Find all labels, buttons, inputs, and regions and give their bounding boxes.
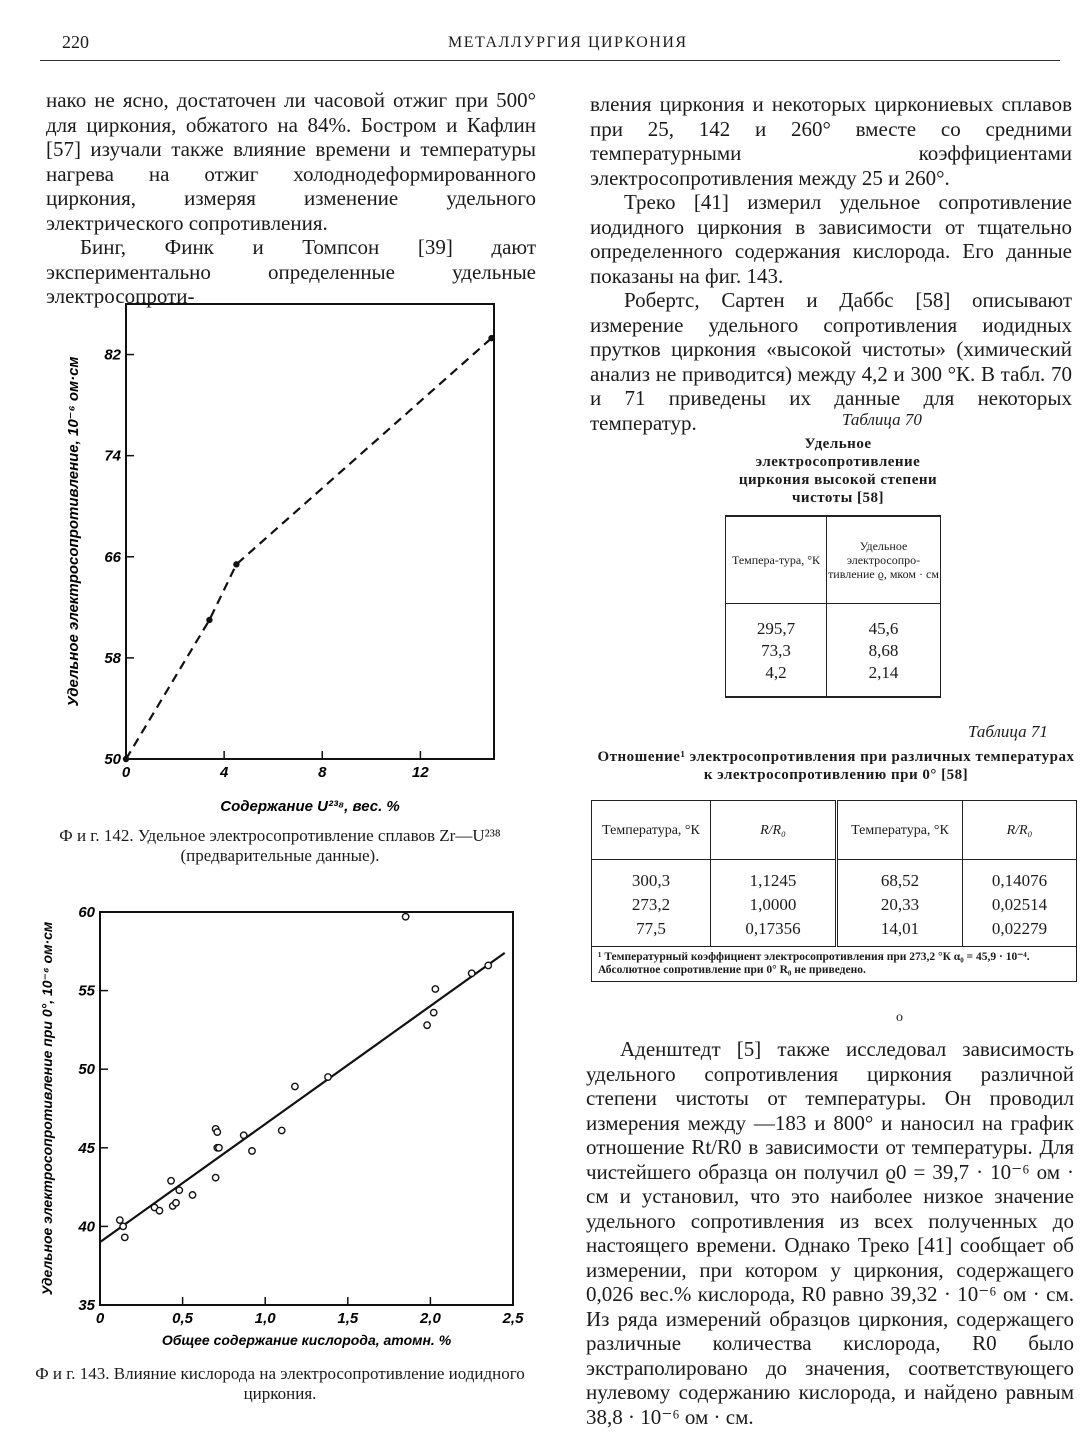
- data-point: [488, 335, 494, 341]
- plot-frame: [126, 304, 494, 759]
- figure-142-caption: Ф и г. 142. Удельное электросопротивление сплавов Zr—U²³⁸ (предварительные данные).: [59, 826, 501, 865]
- data-point: [156, 1207, 162, 1213]
- table-cell: 0,17356: [711, 917, 837, 947]
- table-cell: 0,14076: [963, 860, 1077, 894]
- table-70-title: Удельное электросопротивление циркония высокой степени чистоты [58]: [738, 436, 938, 506]
- x-tick-label: 0: [95, 1310, 105, 1327]
- paragraph: Бинг, Финк и Томпсон [39] дают экспериментально определенные удельные электросопроти-: [46, 235, 536, 308]
- data-point: [206, 617, 212, 623]
- table-cell: 300,3: [592, 860, 711, 894]
- y-axis-label: Удельное электросопротивление при 0°, 10⁻⁶ ом·см: [39, 921, 55, 1296]
- data-point: [431, 1009, 437, 1015]
- paragraph: Треко [41] измерил удельное сопротивление иодидного циркония в зависимости от тщательно определенного содержания кислорода. Его данные показаны на фиг. 143.: [590, 190, 1072, 288]
- x-tick-label: 1,0: [254, 1310, 276, 1327]
- right-column-text: [590, 92, 1072, 435]
- data-point: [123, 756, 129, 762]
- table-cell: 0,02279: [963, 917, 1077, 947]
- table-71-label: Таблица 71: [968, 722, 1048, 741]
- figure-142-chart: [60, 290, 520, 820]
- x-tick-label: 0,5: [172, 1310, 194, 1327]
- y-tick-label: 35: [78, 1297, 95, 1314]
- running-title: МЕТАЛЛУРГИЯ ЦИРКОНИЯ: [448, 34, 688, 51]
- data-point: [402, 914, 408, 920]
- data-point: [189, 1192, 195, 1198]
- x-axis-label: Общее содержание кислорода, атомн. %: [161, 1332, 452, 1348]
- data-point: [469, 970, 475, 976]
- table-cell: 20,33: [837, 893, 963, 917]
- table-row: [726, 604, 941, 641]
- table-row: [592, 860, 1077, 894]
- stray-mark: о: [896, 1010, 903, 1025]
- table-header-cell: Удельное электросопро-тивление ϱ, мком · см: [827, 516, 941, 604]
- data-point: [212, 1174, 218, 1180]
- data-point: [292, 1083, 298, 1089]
- data-point: [120, 1223, 126, 1229]
- table-cell: 8,68: [827, 640, 941, 662]
- table-header-cell: Температура, °К: [837, 801, 963, 860]
- y-axis-label: Удельное электросопротивление, 10⁻⁶ ом·см: [65, 356, 82, 707]
- x-axis-label: Содержание U²³⁸, вес. %: [220, 798, 400, 815]
- series-line: [126, 338, 492, 759]
- x-tick-label: 8: [318, 764, 327, 781]
- table-cell: 73,3: [726, 640, 827, 662]
- table-cell: 295,7: [726, 604, 827, 641]
- figure-143-chart: [20, 900, 530, 1350]
- data-point: [249, 1148, 255, 1154]
- paragraph: Аденштедт [5] также исследовал зависимость удельного сопротивления циркония различной степени чистоты от температуры. Он проводил измерения между —183 и 800° и наносил на график отношение Rt/R0 в зависимости от температуры. Для чистейшего образца он получил ϱ0 = 39,7 · 10⁻⁶ ом · см и установил, что это наиболее низкое значение удельного сопротивления из всех полученных до настоящего времени. Однако Треко [41] сообщает об измерении, при котором у циркония, содержащего 0,026 вес.% кислорода, R0 равно 39,32 · 10⁻⁶ ом · см. Из ряда измерений образцов циркония, содержащего различные количества кислорода, R0 было экстраполировано до значения, соответствующего нулевому содержанию кислорода, и найдено равным 38,8 · 10⁻⁶ ом · см.: [586, 1037, 1074, 1429]
- table-header-cell: Температура, °К: [592, 801, 711, 860]
- table-cell: 2,14: [827, 662, 941, 697]
- y-tick-label: 66: [104, 548, 121, 566]
- table-cell: 1,1245: [711, 860, 837, 894]
- table-row: [726, 662, 941, 697]
- paragraph: нако не ясно, достаточен ли часовой отжиг при 500° для циркония, обжатого на 84%. Бостром и Кафлин [57] изучали также влияние времени и температуры нагрева на отжиг холоднодеформированного циркония, измеряя изменение удельного электрического сопротивления.: [46, 88, 536, 235]
- table-70-label: Таблица 70: [842, 410, 922, 429]
- header-rule: [40, 60, 1060, 61]
- data-point: [173, 1200, 179, 1206]
- table-cell: 45,6: [827, 604, 941, 641]
- table-header-cell: R/R₀: [711, 801, 837, 860]
- paragraph: Робертс, Сартен и Даббс [58] описывают измерение удельного сопротивления иодидных прутков циркония «высокой чистоты» (химический анализ не приводится) между 4,2 и 300 °К. В табл. 70 и 71 приведены их данные для некоторых температур.: [590, 288, 1072, 435]
- paragraph: вления циркония и некоторых циркониевых сплавов при 25, 142 и 260° вместе со средними температурными коэффициентами электросопротивления между 25 и 260°.: [590, 92, 1072, 190]
- y-tick-label: 74: [104, 447, 121, 465]
- y-tick-label: 82: [104, 346, 121, 364]
- table-row: [592, 893, 1077, 917]
- y-tick-label: 40: [78, 1218, 95, 1236]
- y-tick-label: 58: [104, 649, 121, 667]
- plot-frame: [100, 912, 513, 1305]
- page-number: 220: [62, 32, 89, 52]
- table-row: [726, 640, 941, 662]
- data-point: [233, 561, 239, 567]
- table-cell: 273,2: [592, 893, 711, 917]
- table-cell: 0,02514: [963, 893, 1077, 917]
- x-tick-label: 2,5: [502, 1310, 524, 1327]
- data-point: [279, 1127, 285, 1133]
- x-tick-label: 1,5: [337, 1310, 359, 1327]
- table-cell: 68,52: [837, 860, 963, 894]
- data-point: [176, 1187, 182, 1193]
- right-column-text-bottom: [586, 1037, 1074, 1429]
- data-point: [241, 1132, 247, 1138]
- table-71-footnote: ¹ Температурный коэффициент электросопротивления при 273,2 °К α₀ = 45,9 · 10⁻⁴. Абсолютное сопротивление при 0° R₀ не приведено.: [592, 947, 1077, 982]
- table-70: [725, 515, 941, 698]
- table-cell: 77,5: [592, 917, 711, 947]
- data-point: [216, 1145, 222, 1151]
- y-tick-label: 50: [104, 751, 121, 768]
- table-header-cell: R/R₀: [963, 801, 1077, 860]
- left-column-text: [46, 88, 536, 309]
- data-point: [424, 1022, 430, 1028]
- y-tick-label: 45: [78, 1139, 95, 1157]
- data-point: [325, 1074, 331, 1080]
- data-point: [122, 1234, 128, 1240]
- y-tick-label: 55: [78, 982, 95, 1000]
- x-tick-label: 2,0: [419, 1310, 441, 1327]
- data-point: [168, 1178, 174, 1184]
- table-header-cell: Темпера-тура, °К: [726, 516, 827, 604]
- figure-143-caption: Ф и г. 143. Влияние кислорода на электросопротивление иодидного циркония.: [35, 1364, 525, 1403]
- x-tick-label: 12: [412, 764, 429, 781]
- y-tick-label: 60: [78, 904, 95, 921]
- table-cell: 14,01: [837, 917, 963, 947]
- fit-line: [100, 953, 505, 1242]
- data-point: [432, 986, 438, 992]
- x-tick-label: 0: [121, 764, 131, 781]
- data-point: [485, 962, 491, 968]
- table-cell: 4,2: [726, 662, 827, 697]
- table-71-title: Отношение¹ электросопротивления при различных температурах к электросопротивлению при 0° [58]: [597, 749, 1075, 783]
- x-tick-label: 4: [219, 764, 229, 781]
- data-point: [117, 1217, 123, 1223]
- table-row: [592, 917, 1077, 947]
- table-71: [591, 800, 1077, 982]
- data-point: [214, 1129, 220, 1135]
- table-cell: 1,0000: [711, 893, 837, 917]
- y-tick-label: 50: [78, 1061, 95, 1079]
